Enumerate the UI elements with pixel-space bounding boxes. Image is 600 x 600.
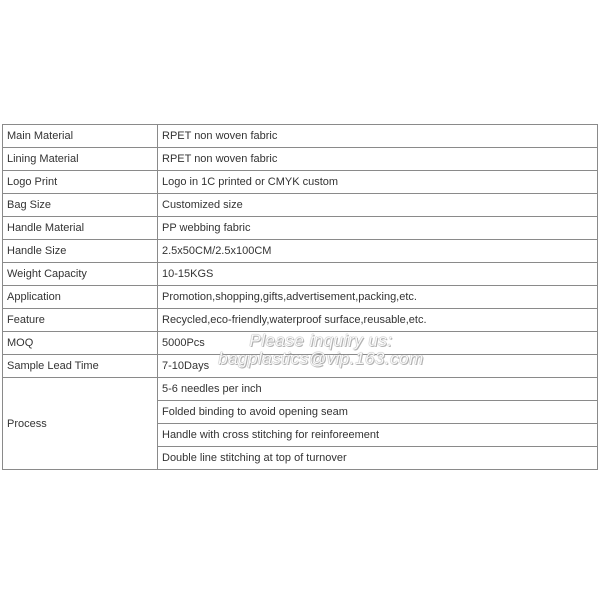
process-value: Folded binding to avoid opening seam [158, 401, 598, 424]
row-value: Recycled,eco-friendly,waterproof surface,reusable,etc. [158, 309, 598, 332]
row-value: 2.5x50CM/2.5x100CM [158, 240, 598, 263]
table-row [3, 148, 598, 171]
process-value: Double line stitching at top of turnover [158, 447, 598, 470]
table-row [3, 125, 598, 148]
watermark-line-2: bagplastics@vip.163.com [218, 349, 424, 368]
row-value: PP webbing fabric [158, 217, 598, 240]
row-value: Customized size [158, 194, 598, 217]
table-row [3, 263, 598, 286]
row-value: RPET non woven fabric [158, 148, 598, 171]
process-value: 5-6 needles per inch [158, 378, 598, 401]
row-label: Main Material [3, 125, 158, 148]
table-row [3, 355, 598, 378]
row-label: Handle Size [3, 240, 158, 263]
row-label: Weight Capacity [3, 263, 158, 286]
table-row [3, 194, 598, 217]
row-value: RPET non woven fabric [158, 125, 598, 148]
row-label: Sample Lead Time [3, 355, 158, 378]
row-value: Logo in 1C printed or CMYK custom [158, 171, 598, 194]
row-value: 5000Pcs [158, 332, 598, 355]
row-label: Application [3, 286, 158, 309]
table-row [3, 240, 598, 263]
row-label: MOQ [3, 332, 158, 355]
row-label: Logo Print [3, 171, 158, 194]
watermark-line-1: Please inquiry us: [249, 331, 393, 350]
row-value: Promotion,shopping,gifts,advertisement,packing,etc. [158, 286, 598, 309]
table-row [3, 171, 598, 194]
process-label: Process [3, 378, 158, 470]
row-value: 10-15KGS [158, 263, 598, 286]
row-label: Feature [3, 309, 158, 332]
row-label: Handle Material [3, 217, 158, 240]
process-value: Handle with cross stitching for reinforeement [158, 424, 598, 447]
row-label: Bag Size [3, 194, 158, 217]
table-row [3, 309, 598, 332]
row-value: 7-10Days [158, 355, 598, 378]
row-label: Lining Material [3, 148, 158, 171]
table-row [3, 286, 598, 309]
table-row [3, 217, 598, 240]
table-row [3, 332, 598, 355]
spec-table [2, 124, 598, 470]
table-row [3, 378, 598, 401]
